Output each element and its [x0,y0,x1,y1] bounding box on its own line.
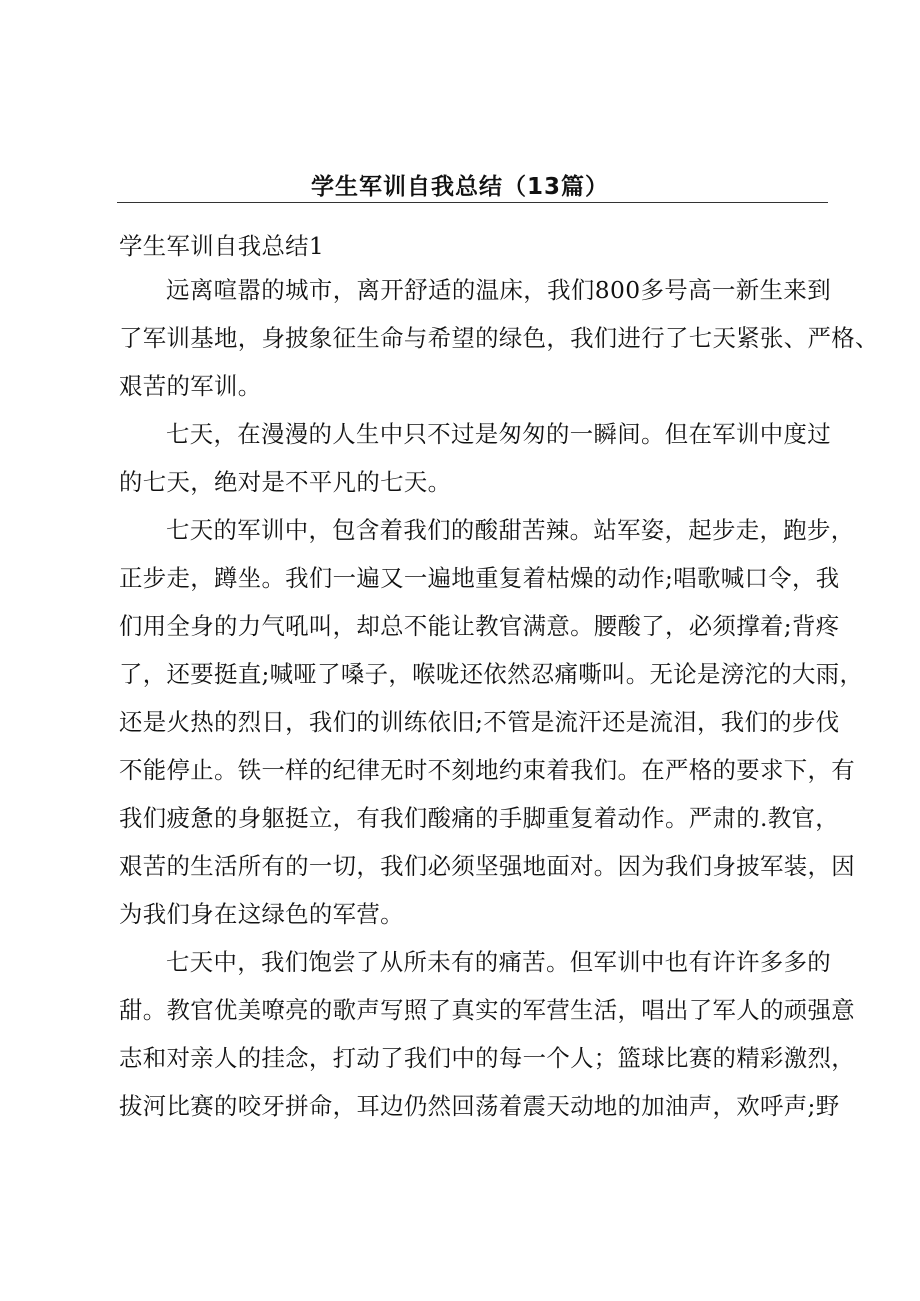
paragraph-line: 甜。教官优美嘹亮的歌声写照了真实的军营生活，唱出了军人的顽强意 [119,996,855,1024]
section-heading: 学生军训自我总结1 [119,232,325,260]
paragraph-line: 艰苦的军训。 [119,372,262,400]
paragraph-line: 拔河比赛的咬牙拼命，耳边仍然回荡着震天动地的加油声，欢呼声;野 [119,1092,840,1120]
paragraph-line: 们用全身的力气吼叫，却总不能让教官满意。腰酸了，必须撑着;背疼 [119,612,840,640]
paragraph-line: 七天中，我们饱尝了从所未有的痛苦。但军训中也有许许多多的 [166,948,831,976]
paragraph-line: 正步走，蹲坐。我们一遍又一遍地重复着枯燥的动作;唱歌喊口令，我 [119,564,840,592]
paragraph-line: 艰苦的生活所有的一切，我们必须坚强地面对。因为我们身披军装，因 [119,852,855,880]
paragraph-line: 了，还要挺直;喊哑了嗓子，喉咙还依然忍痛嘶叫。无论是滂沱的大雨， [119,660,864,688]
paragraph-line: 七天的军训中，包含着我们的酸甜苦辣。站军姿，起步走，跑步， [166,516,855,544]
document-title: 学生军训自我总结（13篇） [310,174,609,200]
paragraph-line: 还是火热的烈日，我们的训练依旧;不管是流汗还是流泪，我们的步伐 [119,708,840,736]
paragraph-line: 七天，在漫漫的人生中只不过是匆匆的一瞬间。但在军训中度过 [166,420,831,448]
paragraph-line: 为我们身在这绿色的军营。 [119,900,404,928]
title-underline [117,202,828,203]
paragraph-line: 不能停止。铁一样的纪律无时不刻地约束着我们。在严格的要求下，有 [119,756,855,784]
paragraph-line: 的七天，绝对是不平凡的七天。 [119,468,452,496]
paragraph-line: 我们疲惫的身躯挺立，有我们酸痛的手脚重复着动作。严肃的.教官， [119,804,840,832]
paragraph-line: 志和对亲人的挂念，打动了我们中的每一个人；篮球比赛的精彩激烈， [119,1044,855,1072]
paragraph-line: 远离喧嚣的城市，离开舒适的温床，我们800多号高一新生来到 [166,276,831,304]
paragraph-line: 了军训基地，身披象征生命与希望的绿色，我们进行了七天紧张、严格、 [119,324,879,352]
